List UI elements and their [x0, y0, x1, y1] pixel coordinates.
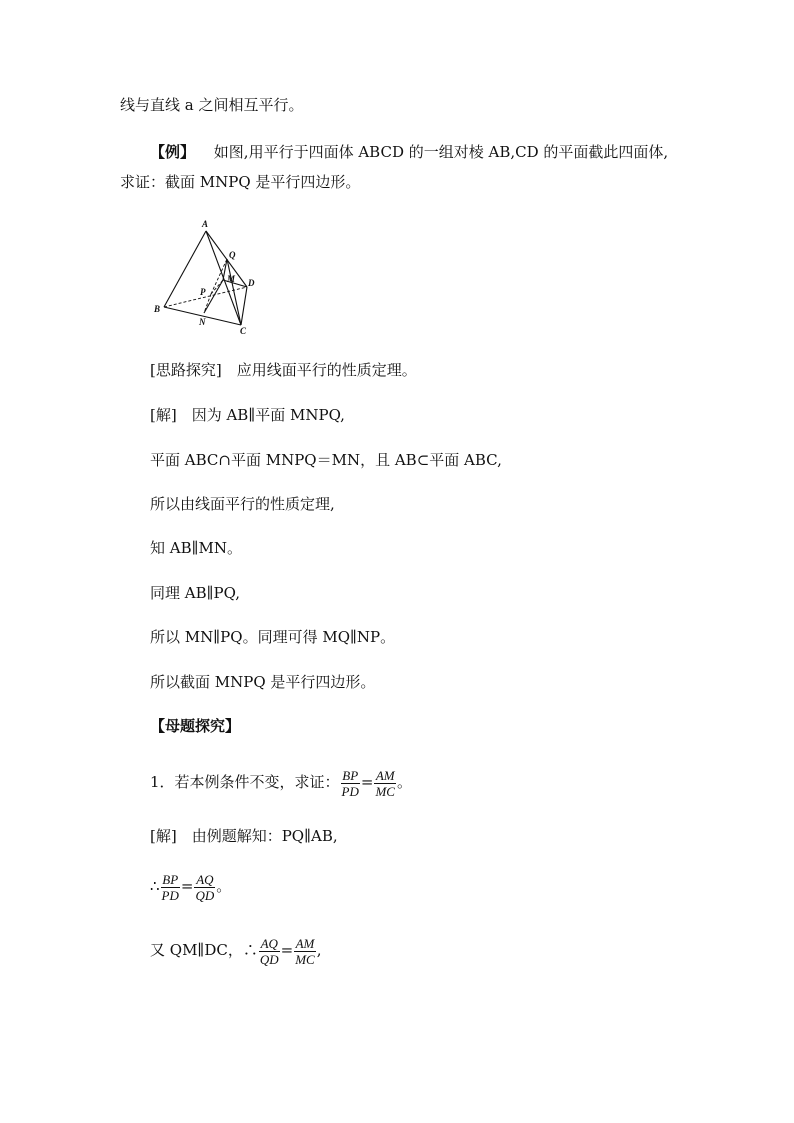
equals-sign: =	[280, 941, 294, 959]
fraction-num: AQ	[260, 935, 278, 951]
example-tag: 【例】	[150, 143, 196, 161]
therefore-symbol: ∴	[150, 877, 160, 895]
fraction-num: AQ	[196, 871, 214, 887]
proof-line-3-suffix: ,	[316, 941, 322, 959]
edge-pq-hidden	[211, 259, 227, 294]
solution-line-6: 所以 MN∥PQ。同理可得 MQ∥NP。	[150, 628, 396, 646]
solution-line-4: 知 AB∥MN。	[150, 539, 243, 557]
fraction-num: BP	[162, 871, 179, 887]
equals-sign: =	[180, 877, 194, 895]
tetrahedron-figure	[150, 218, 260, 338]
fraction-den: PD	[341, 783, 359, 799]
label-b: B	[154, 304, 161, 314]
text-line-1: 线与直线 a 之间相互平行。	[120, 96, 304, 114]
edge-pm-hidden	[211, 280, 223, 294]
fraction-den: MC	[375, 783, 395, 799]
solution-line-3: 所以由线面平行的性质定理,	[150, 495, 335, 513]
mother-heading: 【母题探究】	[150, 717, 241, 735]
fraction-aq-qd	[259, 936, 280, 967]
fraction-den: QD	[259, 951, 279, 967]
solution-line-7: 所以截面 MNPQ 是平行四边形。	[150, 673, 376, 691]
proof-line-3	[150, 930, 322, 970]
label-m: M	[227, 274, 236, 284]
fraction-bp-pd	[341, 768, 360, 799]
proof-line-2-suffix: 。	[216, 877, 232, 895]
label-q: Q	[229, 250, 236, 260]
solution-line-5: 同理 AB∥PQ,	[150, 584, 240, 602]
label-a: A	[202, 219, 209, 229]
equals-sign: =	[360, 773, 374, 791]
fraction-am-mc	[374, 768, 396, 799]
proof-line-2	[150, 866, 231, 906]
fraction-den: MC	[295, 951, 315, 967]
edge-cd	[241, 287, 247, 325]
solution-line-1: [解] 因为 AB∥平面 MNPQ,	[150, 406, 345, 424]
fraction-den: PD	[161, 887, 179, 903]
example-text-2: 求证：截面 MNPQ 是平行四边形。	[120, 173, 361, 191]
label-n: N	[199, 317, 206, 327]
example-text: 如图,用平行于四面体 ABCD 的一组对棱 AB,CD 的平面截此四面体,	[213, 143, 669, 161]
fraction-aq-qd	[194, 872, 215, 903]
label-p: P	[200, 287, 206, 297]
fraction-num: BP	[342, 767, 359, 783]
fraction-num: AM	[295, 935, 315, 951]
edge-mn	[204, 280, 223, 313]
question-1	[150, 762, 412, 802]
question-1-prefix: 1．若本例条件不变，求证：	[150, 773, 340, 791]
proof-line-1: [解] 由例题解知：PQ∥AB,	[150, 827, 338, 845]
idea-line: [思路探究] 应用线面平行的性质定理。	[150, 361, 417, 379]
fraction-am-mc	[294, 936, 316, 967]
label-c: C	[240, 326, 247, 336]
fraction-num: AM	[375, 767, 395, 783]
solution-line-2: 平面 ABC∩平面 MNPQ＝MN，且 AB⊂平面 ABC,	[150, 451, 502, 469]
label-d: D	[248, 278, 255, 288]
question-1-suffix: 。	[396, 773, 412, 791]
fraction-den: QD	[195, 887, 215, 903]
fraction-bp-pd	[161, 872, 180, 903]
example-paragraph	[150, 142, 668, 162]
proof-line-3-prefix: 又 QM∥DC，∴	[150, 941, 258, 959]
